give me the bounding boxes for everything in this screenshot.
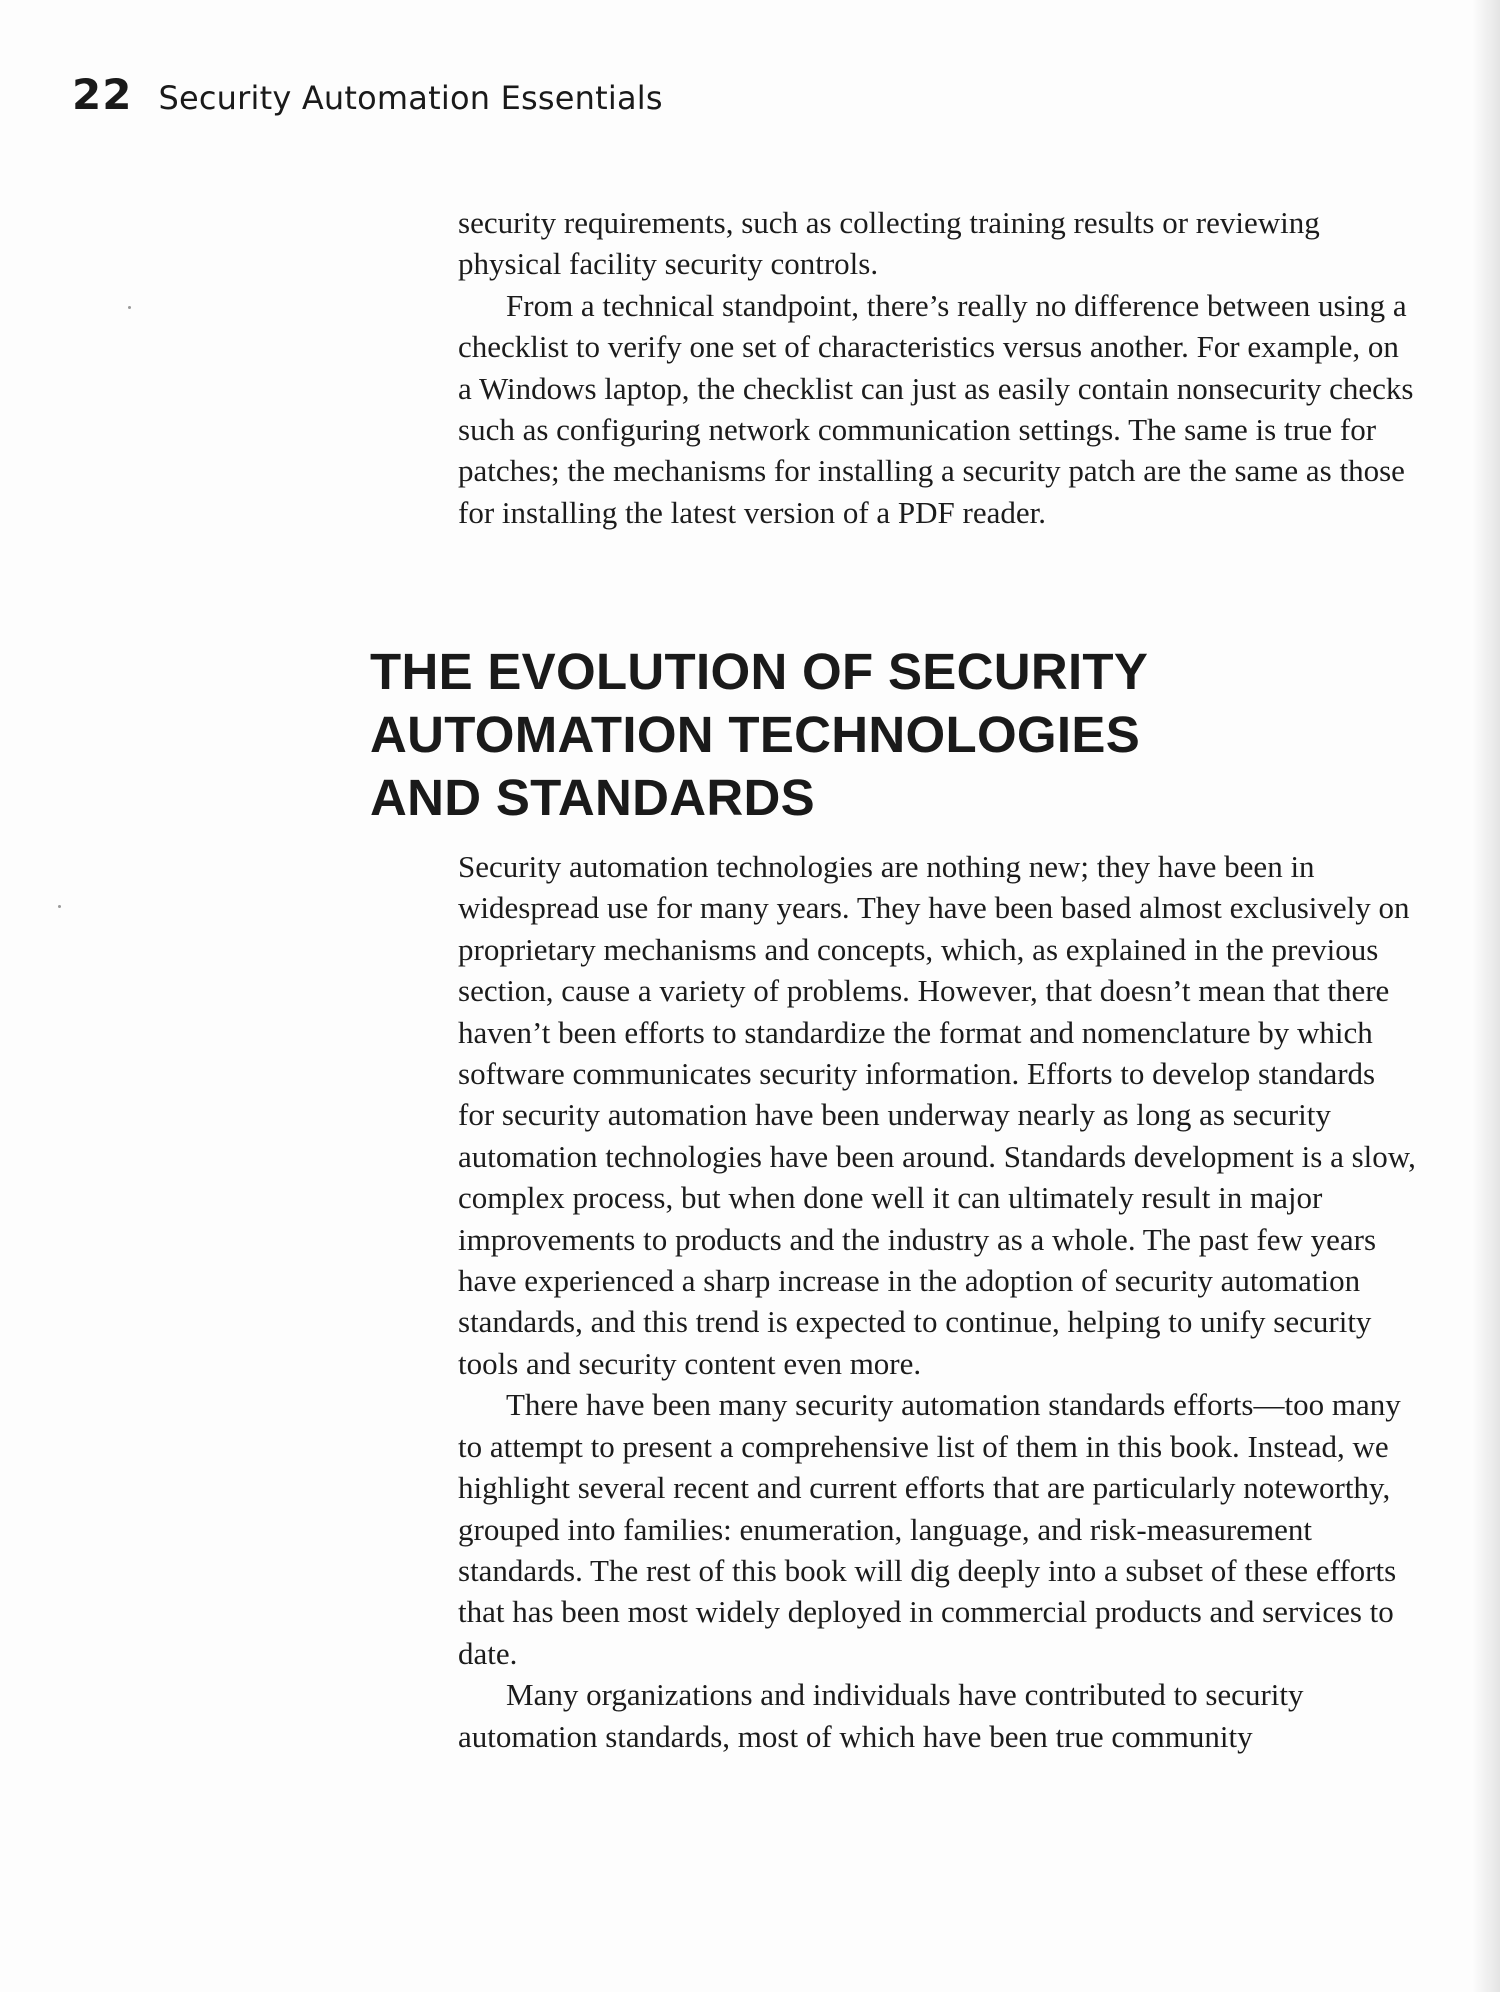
book-title: Security Automation Essentials bbox=[158, 79, 663, 117]
paragraph: Many organizations and individuals have contributed to security automation standards, most of which have been true community bbox=[458, 1677, 1304, 1754]
section-heading-line: AND STANDARDS bbox=[370, 769, 815, 826]
continued-text-block bbox=[458, 202, 1418, 533]
running-head bbox=[72, 70, 663, 120]
section-heading-line: AUTOMATION TECHNOLOGIES bbox=[370, 706, 1141, 763]
page-number: 22 bbox=[72, 70, 133, 119]
paragraph: From a technical standpoint, there’s really no difference between using a checklist to verify one set of characteristics versus another. For example, on a Windows laptop, the checklist can just as easily contain nonsecurity checks such as configuring network communication settings. The same is true for patches; the mechanisms for installing a security patch are the same as those for installing the latest version of a PDF reader. bbox=[458, 287, 1414, 530]
section-heading bbox=[370, 640, 1370, 829]
paragraph: There have been many security automation standards efforts—too many to attempt to present a comprehensive list of them in this book. Instead, we highlight several recent and current efforts that are particularly noteworthy, grouped into families: enumeration, language, and risk-measurement standards. The rest of this book will dig deeply into a subset of these efforts that has been most widely deployed in commercial products and services to date. bbox=[458, 1387, 1401, 1671]
section-heading-line: THE EVOLUTION OF SECURITY bbox=[370, 643, 1149, 700]
scan-speck bbox=[128, 306, 131, 309]
paragraph: security requirements, such as collecting training results or reviewing physical facility security controls. bbox=[458, 205, 1320, 282]
scan-speck bbox=[58, 905, 61, 908]
paragraph: Security automation technologies are nothing new; they have been in widespread use for many years. They have been based almost exclusively on proprietary mechanisms and concepts, which, as explained in the previous section, cause a variety of problems. However, that doesn’t mean that there haven’t been efforts to standardize the format and nomenclature by which software communicates security information. Efforts to develop standards for security automation have been underway nearly as long as security automation technologies have been around. Standards development is a slow, complex process, but when done well it can ultimately result in major improvements to products and the industry as a whole. The past few years have experienced a sharp increase in the adoption of security automation standards, and this trend is expected to continue, helping to unify security tools and security content even more. bbox=[458, 849, 1416, 1381]
section-body bbox=[458, 846, 1418, 1757]
page-edge-shadow bbox=[1472, 0, 1500, 1992]
